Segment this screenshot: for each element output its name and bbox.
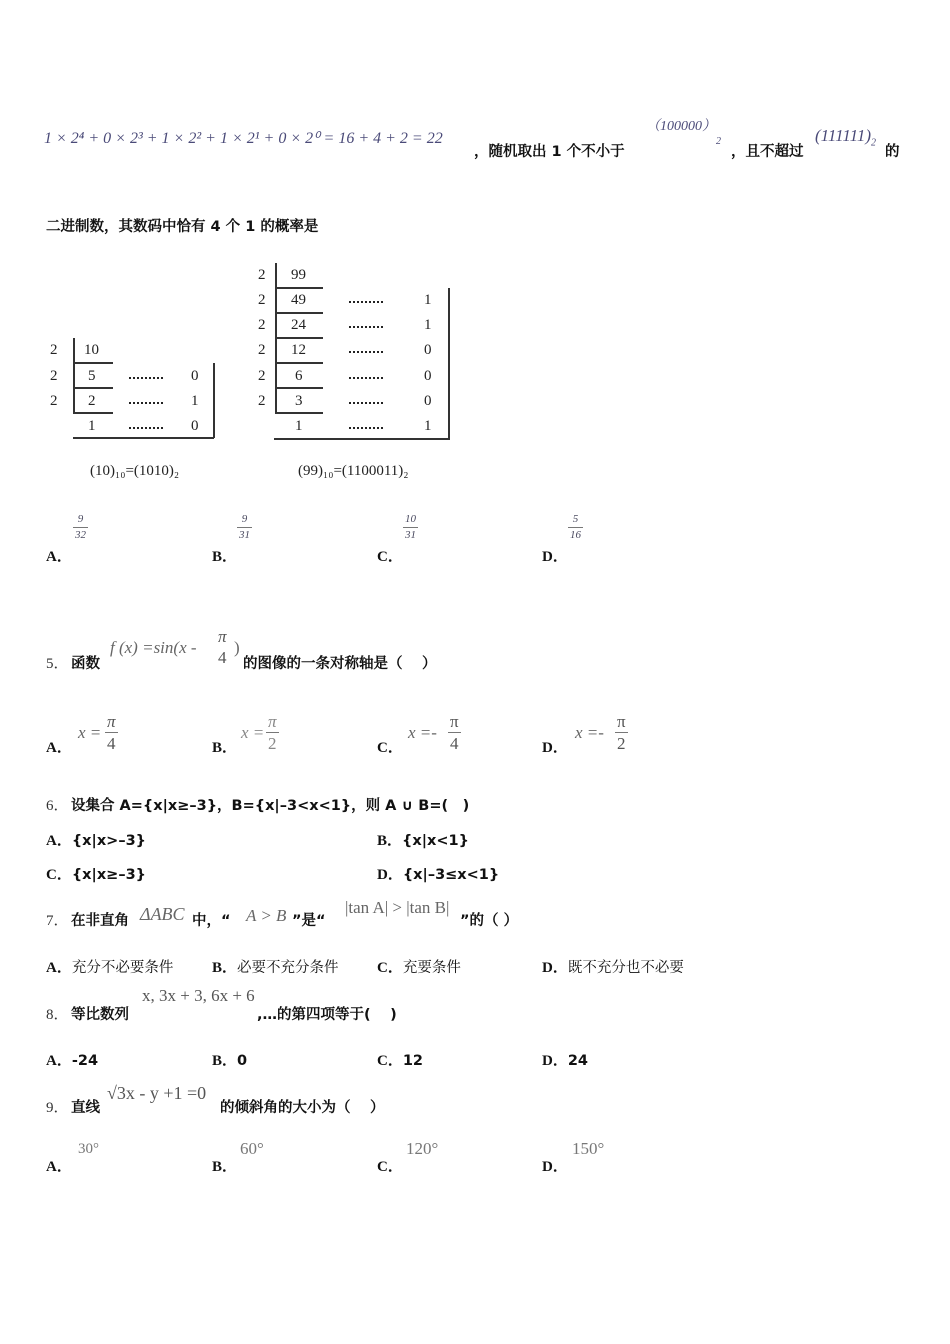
q8-option-a[interactable]: A．-24 [46,1053,99,1069]
q4-text-part1: ，随机取出 1 个不小于 [474,144,625,160]
q8-option-c[interactable]: C．12 [377,1053,424,1069]
q6-option-b[interactable]: B．{x|x<1} [377,833,469,849]
caption-10: (10)₁₀=(1010)₂ [90,463,180,479]
binary-expansion-formula: 1 × 2⁴ + 0 × 2³ + 1 × 2² + 1 × 2¹ + 0 × 2⁰ = 16 + 4 + 2 = 22 [44,130,443,147]
q4-question-line2: 二进制数，其数码中恰有 4 个 1 的概率是 [46,219,319,235]
q7-option-b[interactable]: B．必要不充分条件 [212,960,339,976]
q7-option-a[interactable]: A．充分不必要条件 [46,960,174,976]
q7-option-c[interactable]: C．充要条件 [377,960,461,976]
q8-option-b[interactable]: B．0 [212,1053,248,1069]
caption-99: (99)₁₀=(1100011)₂ [298,463,409,479]
q4-text-part3: 的 [885,144,900,160]
lower-bound-binary: $(100000)_2$ [646,119,721,147]
q6-option-d[interactable]: D．{x|–3≤x<1} [377,867,500,883]
q4-text-part2: ，且不超过 [731,144,804,160]
q7-option-d[interactable]: D．既不充分也不必要 [542,960,684,976]
q6-option-c[interactable]: C．{x|x≥–3} [46,867,146,883]
q6-option-a[interactable]: A．{x|x>–3} [46,833,146,849]
q8-option-d[interactable]: D．24 [542,1053,589,1069]
upper-bound-binary: $(111111)_2$ [815,126,877,149]
